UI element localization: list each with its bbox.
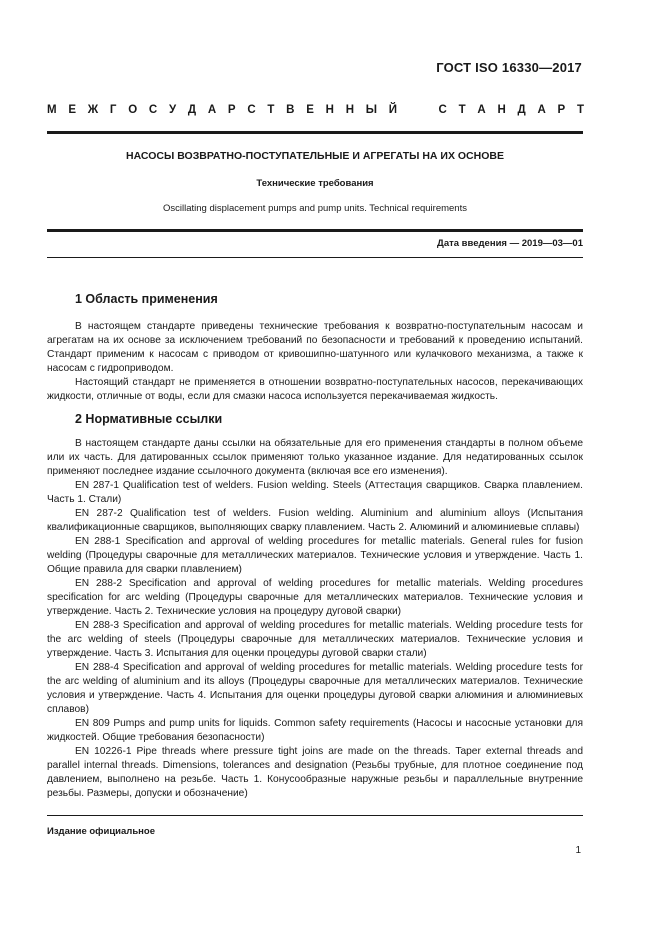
reference-item: EN 288-1 Specification and approval of welding procedures for metallic materials. General rules for fusion welding (Процедуры сварочные для металлических материалов. Технические условия и утверждение. Часть 1. Общие правила для сварки плавлением) bbox=[47, 536, 583, 575]
page-number: 1 bbox=[575, 845, 581, 856]
banner-letter: Н bbox=[345, 104, 355, 116]
footer-rule bbox=[47, 815, 583, 816]
banner-letter: Т bbox=[458, 104, 466, 116]
date-rule bbox=[47, 257, 583, 258]
reference-item: EN 288-2 Specification and approval of welding procedures for metallic materials. Welding procedures specification for arc welding (Процедуры сварочные для металлических материалов. Технические условия и утверждение. Часть 2. Технические условия на процедуру дуговой сварки) bbox=[47, 578, 583, 617]
banner-letter: Е bbox=[68, 104, 77, 116]
section-2-heading: 2 Нормативные ссылки bbox=[75, 412, 223, 426]
banner-letter: Т bbox=[267, 104, 275, 116]
reference-item: EN 287-2 Qualification test of welders. Fusion welding. Aluminium and aluminium alloys (Испытания квалификационные сварщиков, выполняющих сварку плавлением. Часть 2. Алюминий и алюминиевые сплавы) bbox=[47, 508, 583, 533]
introduction-date: Дата введения — 2019—03—01 bbox=[437, 238, 583, 249]
banner-letter: Н bbox=[497, 104, 506, 116]
banner-letter: Т bbox=[576, 104, 584, 116]
banner-letter: А bbox=[477, 104, 486, 116]
banner-gap bbox=[409, 104, 427, 116]
document-title: НАСОСЫ ВОЗВРАТНО-ПОСТУПАТЕЛЬНЫЕ И АГРЕГАТЫ НА ИХ ОСНОВЕ bbox=[126, 150, 504, 162]
banner-letter: Р bbox=[557, 104, 566, 116]
banner-letter: О bbox=[128, 104, 138, 116]
reference-item: EN 809 Pumps and pump units for liquids. Common safety requirements (Насосы и насосные установки для жидкостей. Общие требования безопасности) bbox=[47, 718, 583, 743]
reference-item: EN 288-3 Specification and approval of welding procedures for metallic materials. Welding procedure tests for the arc welding of steels (Процедуры сварочные для металлических материалов. Технические условия и утверждение. Часть 3. Испытания для оценки процедуры дуговой сварки стали) bbox=[47, 620, 583, 659]
banner-letter: М bbox=[47, 104, 57, 116]
paragraph: В настоящем стандарте приведены технические требования к возвратно-поступательным насосам и агрегатам на их основе за исключением требований по безопасности и требований к проведению испытаний. Стандарт применим к насосам с приводом от кривошипно-шатунного или кулачкового механизма, а также к насосам с гидроприводом. bbox=[47, 321, 583, 374]
reference-item: EN 288-4 Specification and approval of welding procedures for metallic materials. Welding procedure tests for the arc welding of aluminium and its alloys (Процедуры сварочные для металлических материалов. Технические условия и утверждение. Часть 4. Испытания для оценки процедуры дуговой сварки алюминия и алюминиевых сплавов) bbox=[47, 662, 583, 715]
banner-letter: Д bbox=[187, 104, 197, 116]
title-rule bbox=[47, 229, 583, 232]
section-2-body bbox=[47, 437, 583, 801]
reference-item: EN 10226-1 Pipe threads where pressure tight joins are made on the threads. Taper external threads and parallel internal threads. Dimensions, tolerances and designation (Резьбы трубные, для плотное соединение под давлением, выполнено на резьбе. Часть 1. Конусообразные наружные резьбы и параллельные внутренние резьбы. Размеры, допуски и обозначение) bbox=[47, 746, 583, 799]
section-1-body bbox=[47, 320, 583, 404]
edition-note: Издание официальное bbox=[47, 826, 155, 837]
banner-letter: Г bbox=[109, 104, 117, 116]
banner-letter: Ы bbox=[365, 104, 378, 116]
banner-letter: Р bbox=[227, 104, 236, 116]
banner-letter: Д bbox=[517, 104, 526, 116]
banner-letter: В bbox=[286, 104, 295, 116]
standard-banner bbox=[47, 104, 584, 116]
banner-letter: Й bbox=[388, 104, 398, 116]
banner-letter: Е bbox=[306, 104, 314, 116]
paragraph: Настоящий стандарт не применяется в отношении возвратно-поступательных насосов, перекачивающих жидкости, отличные от воды, если для смазки насоса используется перекачиваемая жидкость. bbox=[47, 377, 583, 402]
paragraph: В настоящем стандарте даны ссылки на обязательные для его применения стандарты в полном объеме или их часть. Для датированных ссылок применяют только указанное издание. Для недатированных ссылок применяют последнее издание ссылочного документа (включая все его изменения). bbox=[47, 438, 583, 477]
standard-code: ГОСТ ISO 16330—2017 bbox=[436, 60, 582, 75]
section-1-heading: 1 Область применения bbox=[75, 292, 218, 306]
banner-letter: С bbox=[247, 104, 256, 116]
banner-letter: А bbox=[537, 104, 546, 116]
header-rule bbox=[47, 131, 583, 134]
reference-item: EN 287-1 Qualification test of welders. Fusion welding. Steels (Аттестация сварщиков. Сварка плавлением. Часть 1. Стали) bbox=[47, 480, 583, 505]
banner-letter: С bbox=[438, 104, 447, 116]
banner-letter: А bbox=[207, 104, 217, 116]
banner-letter: Ж bbox=[87, 104, 99, 116]
banner-letter: С bbox=[148, 104, 158, 116]
banner-letter: У bbox=[168, 104, 177, 116]
document-title-english: Oscillating displacement pumps and pump units. Technical requirements bbox=[163, 203, 467, 214]
banner-letter: Н bbox=[325, 104, 334, 116]
document-subtitle: Технические требования bbox=[256, 178, 374, 189]
